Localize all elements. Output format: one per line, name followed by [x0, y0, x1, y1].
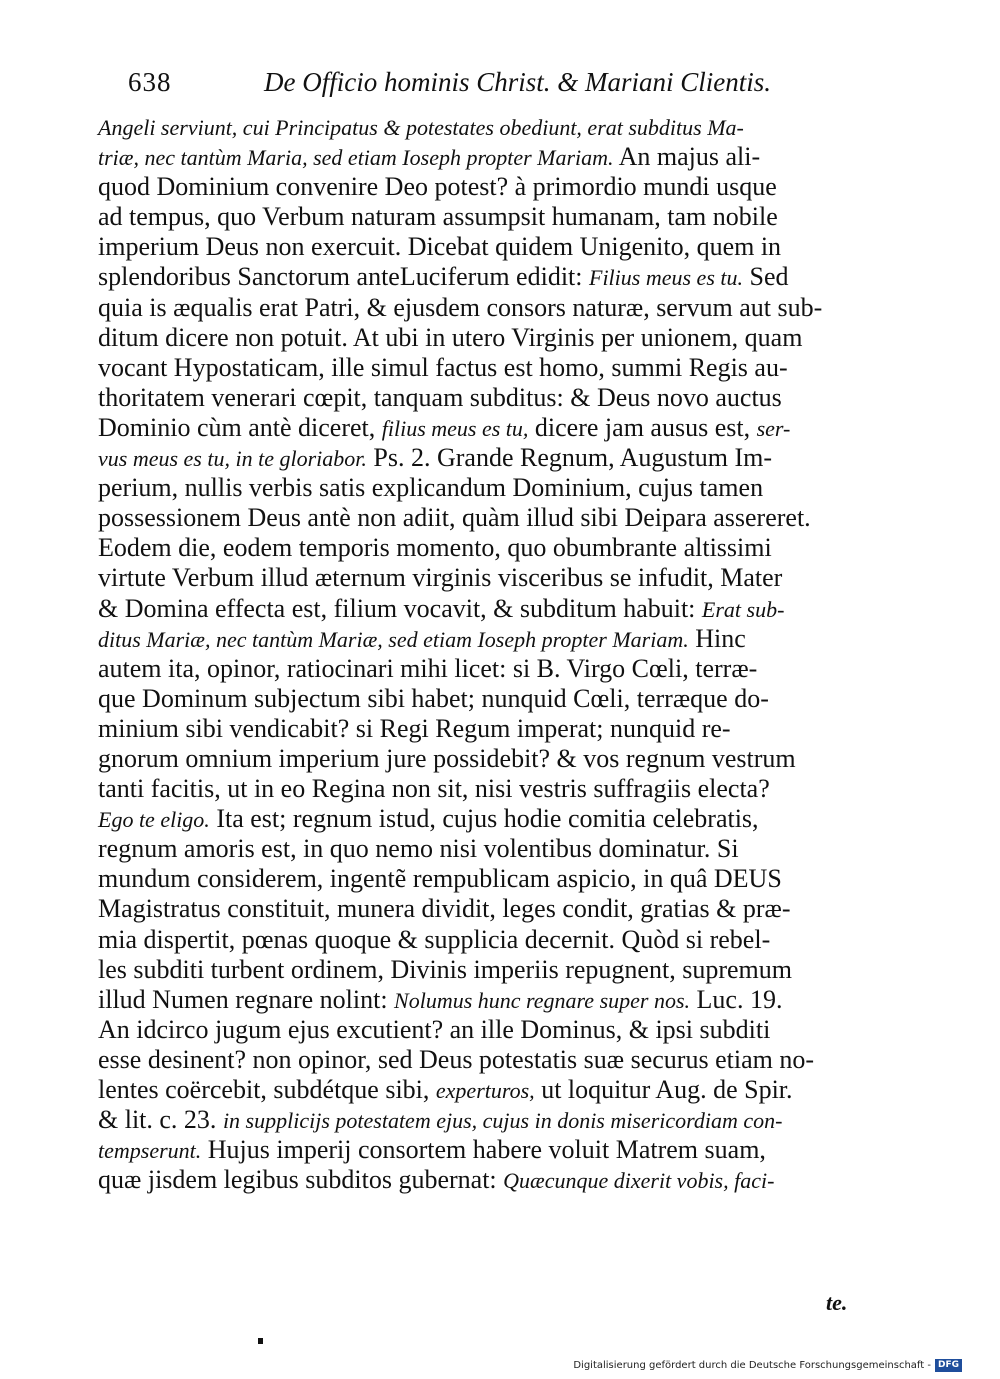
text-line [98, 443, 938, 473]
text-line [98, 1015, 938, 1045]
roman-text-span: & Domina effecta est, filium vocavit, & subditum habuit: [98, 593, 702, 623]
text-line [98, 1135, 938, 1165]
roman-text-span: Dominio cùm antè diceret, [98, 412, 382, 442]
catchword: te. [826, 1290, 848, 1315]
text-line [98, 624, 938, 654]
body-text [98, 112, 938, 1195]
text-line [98, 473, 938, 503]
roman-text-span: Magistratus constituit, munera dividit, leges condit, gratias & præ- [98, 894, 791, 924]
digitization-credit [573, 1357, 962, 1373]
text-line [98, 353, 938, 383]
roman-text-span: mia dispertit, pœnas quoque & supplicia decernit. Quòd si rebel- [98, 924, 771, 954]
text-line [98, 1075, 938, 1105]
text-line [98, 533, 938, 563]
text-line [98, 262, 938, 292]
text-line [98, 804, 938, 834]
roman-text-span: dicere jam ausus est, [528, 412, 757, 442]
text-line [98, 503, 938, 533]
running-head [128, 62, 788, 102]
roman-text-span: Hujus imperij consortem habere voluit Matrem suam, [201, 1135, 766, 1165]
text-line [98, 293, 938, 323]
text-line [98, 232, 938, 262]
text-line [98, 684, 938, 714]
roman-text-span: ut loquitur Aug. de Spir. [534, 1075, 793, 1104]
roman-text-span: thoritatem venerari cœpit, tanquam subditus: & Deus novo auctus [98, 382, 782, 412]
roman-text-span: possessionem Deus antè non adiit, quàm illud sibi Deipara assereret. [98, 503, 811, 533]
roman-text-span: Eodem die, eodem temporis momento, quo obumbrante altissimi [98, 533, 772, 563]
italic-text-span: filius meus es tu, [381, 415, 529, 441]
italic-text-span: Ego te eligo. [98, 807, 210, 833]
text-line [98, 955, 938, 985]
text-line [98, 925, 938, 955]
roman-text-span: tanti facitis, ut in eo Regina non sit, nisi vestris suffragiis electa? [98, 774, 770, 804]
italic-text-span: Quæcunque dixerit vobis, faci- [503, 1168, 775, 1194]
text-line [98, 894, 938, 924]
roman-text-span: vocant Hypostaticam, ille simul factus est homo, summi Regis au- [98, 352, 788, 382]
roman-text-span: An majus ali- [613, 142, 761, 172]
roman-text-span: lentes coërcebit, subdétque sibi, [98, 1075, 436, 1104]
text-line [98, 1165, 938, 1195]
running-title: De Officio hominis Christ. & Mariani Clientis. [264, 67, 772, 97]
text-line [98, 323, 938, 353]
page-number: 638 [128, 67, 172, 97]
roman-text-span: que Dominum subjectum sibi habet; nunquid Cœli, terræque do- [98, 683, 769, 713]
roman-text-span: illud Numen regnare nolint: [98, 984, 395, 1014]
italic-text-span: triæ, nec tantùm Maria, sed etiam Ioseph propter Mariam. [98, 145, 614, 171]
dfg-logo-icon: DFG [935, 1359, 962, 1372]
italic-text-span: tempserunt. [98, 1138, 202, 1164]
italic-text-span: Angeli serviunt, cui Principatus & potestates obediunt, erat subditus Ma- [98, 115, 744, 140]
text-line [98, 985, 938, 1015]
text-line [98, 413, 938, 443]
roman-text-span: ad tempus, quo Verbum naturam assumpsit humanam, tam nobile [98, 202, 778, 232]
text-line [98, 774, 938, 804]
text-line [98, 594, 938, 624]
text-line [98, 172, 938, 202]
roman-text-span: esse desinent? non opinor, sed Deus potestatis suæ securus etiam no- [98, 1044, 814, 1074]
roman-text-span: Ps. 2. Grande Regnum, Augustum Im- [366, 443, 773, 473]
text-line [98, 1045, 938, 1075]
text-line [98, 563, 938, 593]
roman-text-span: Sed [743, 262, 789, 292]
roman-text-span: & lit. c. 23. [98, 1105, 223, 1135]
text-line [98, 834, 938, 864]
roman-text-span: quia is æqualis erat Patri, & ejusdem consors naturæ, servum aut sub- [98, 292, 823, 322]
roman-text-span: Luc. 19. [690, 984, 783, 1014]
roman-text-span: virtute Verbum illud æternum virginis visceribus se infudit, Mater [98, 563, 783, 593]
roman-text-span: Ita est; regnum istud, cujus hodie comitia celebratis, [209, 804, 759, 834]
roman-text-span: minium sibi vendicabit? si Regi Regum imperat; nunquid re- [98, 713, 731, 743]
credit-text: Digitalisierung gefördert durch die Deutsche Forschungsgemeinschaft - [573, 1359, 931, 1371]
italic-text-span: experturos, [435, 1078, 535, 1103]
text-line [98, 714, 938, 744]
roman-text-span: imperium Deus non exercuit. Dicebat quidem Unigenito, quem in [98, 232, 782, 262]
italic-text-span: Filius meus es tu. [589, 265, 743, 291]
roman-text-span: perium, nullis verbis satis explicandum Dominium, cujus tamen [98, 473, 764, 503]
roman-text-span: mundum considerem, ingentẽ rempublicam aspicio, in quâ DEUS [98, 864, 782, 894]
italic-text-span: in supplicijs potestatem ejus, cujus in donis misericordiam con- [222, 1108, 783, 1134]
text-line [98, 864, 938, 894]
roman-text-span: gnorum omnium imperium jure possidebit? & vos regnum vestrum [98, 743, 796, 773]
text-line [98, 1105, 938, 1135]
italic-text-span: vus meus es tu, in te gloriabor. [98, 446, 367, 472]
roman-text-span: An idcirco jugum ejus excutient? an ille Dominus, & ipsi subditi [98, 1014, 771, 1044]
roman-text-span: Hinc [688, 623, 746, 653]
italic-text-span: Nolumus hunc regnare super nos. [394, 987, 691, 1013]
roman-text-span: splendoribus Sanctorum anteLuciferum edidit: [98, 262, 589, 292]
roman-text-span: ditum dicere non potuit. At ubi in utero Virginis per unionem, quam [98, 322, 803, 352]
roman-text-span: les subditi turbent ordinem, Divinis imperiis repugnent, supremum [98, 954, 792, 984]
text-line [98, 202, 938, 232]
italic-text-span: ditus Mariæ, nec tantùm Mariæ, sed etiam Ioseph propter Mariam. [98, 626, 689, 652]
text-line [98, 112, 938, 142]
roman-text-span: quod Dominium convenire Deo potest? à primordio mundi usque [98, 172, 777, 202]
roman-text-span: regnum amoris est, in quo nemo nisi volentibus dominatur. Si [98, 834, 739, 864]
italic-text-span: ser- [756, 415, 791, 441]
roman-text-span: quæ jisdem legibus subditos gubernat: [98, 1165, 504, 1195]
italic-text-span: Erat sub- [701, 596, 785, 622]
text-line [98, 654, 938, 684]
text-line [98, 744, 938, 774]
text-line [98, 383, 938, 413]
printer-mark [258, 1338, 263, 1344]
text-line [98, 142, 938, 172]
roman-text-span: autem ita, opinor, ratiocinari mihi licet: si B. Virgo Cœli, terræ- [98, 653, 758, 683]
